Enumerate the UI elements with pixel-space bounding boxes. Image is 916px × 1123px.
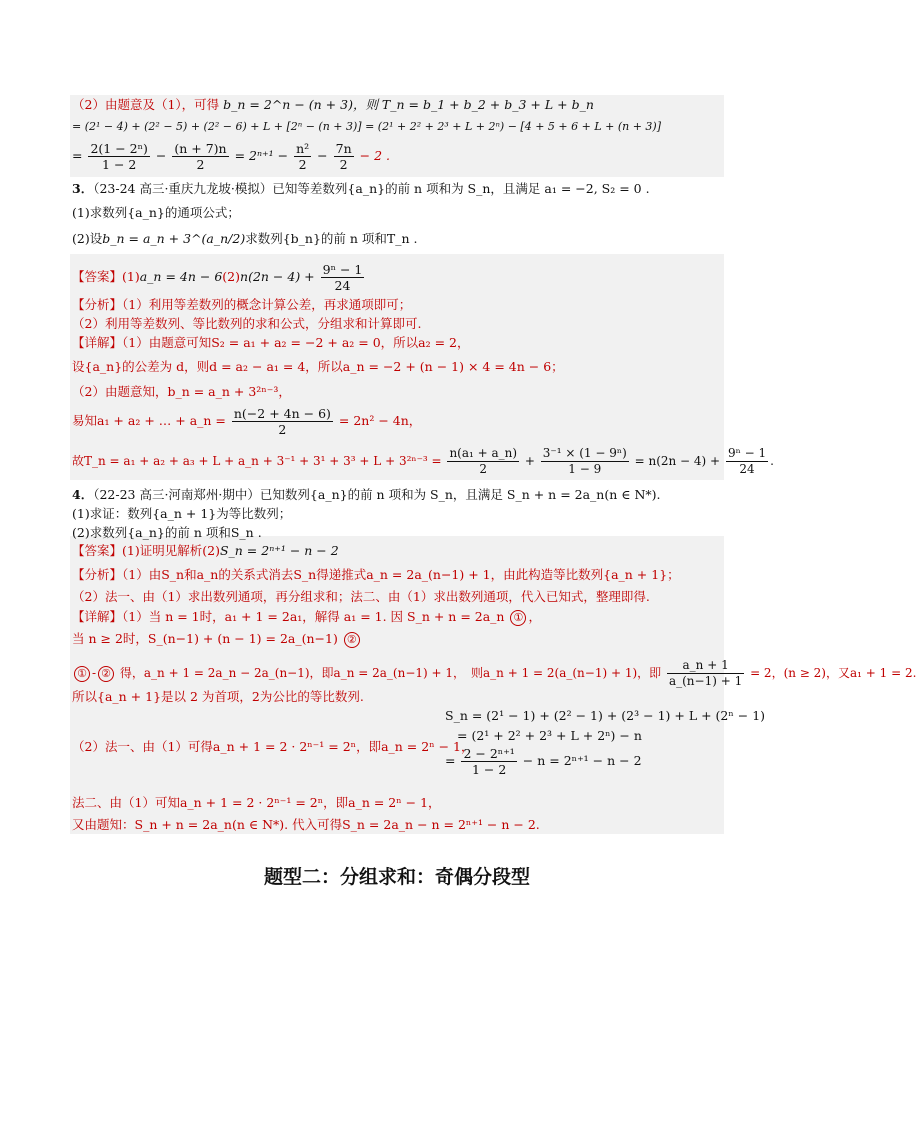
sum-line-3 — [445, 746, 765, 777]
detail-text-1: （1）当 n = 1时，a₁ + 1 = 2a₁，解得 a₁ = 1. 因 S_n + n = 2a_n — [122, 609, 505, 624]
q3-detail-4 — [72, 406, 421, 437]
frac-num: 7n — [335, 141, 352, 156]
section-heading: 题型二：分组求和：奇偶分段型 — [263, 866, 530, 888]
q3-analysis-2 — [72, 315, 421, 333]
q3-source: （23-24 高三·重庆九龙坡·模拟） — [93, 181, 273, 196]
frac-2 — [172, 141, 228, 172]
q3-analysis-1 — [72, 296, 411, 314]
detail-3-pre: 得，a_n + 1 = 2a_n − 2a_(n−1)，即a_n = 2a_(n−1) + 1， 则a_n + 1 = 2(a_(n−1) + 1)，即 — [119, 666, 662, 680]
eq-sign: = — [72, 148, 83, 163]
frac-den: 2 — [278, 422, 287, 437]
sol2-intro: （2）由题意及（1），可得 — [72, 97, 220, 112]
answer-tag: 【答案】 — [72, 269, 123, 284]
frac-num: 2 − 2ⁿ⁺¹ — [463, 746, 515, 761]
frac-num: n(a₁ + a_n) — [449, 446, 518, 460]
detail-tag: 【详解】 — [72, 335, 123, 350]
math-end: − 2 . — [359, 148, 390, 163]
q4-analysis-2 — [72, 588, 650, 606]
answer-math-1: a_n = 4n − 6 — [139, 269, 223, 284]
q4-detail-5 — [72, 738, 473, 756]
frac-1 — [88, 141, 149, 172]
circled-two: ② — [98, 666, 114, 682]
period: . — [770, 454, 774, 468]
q3-detail-3 — [72, 383, 291, 401]
detail-text-2: 当 n ≥ 2时，S_(n−1) + (n − 1) = 2a_(n−1) — [72, 631, 338, 646]
q4-sum-derivation — [445, 706, 765, 777]
q4-detail-6 — [72, 794, 441, 812]
q4-detail-7 — [72, 816, 540, 834]
analysis-text-1: （1）由S_n和a_n的关系式消去S_n得递推式a_n = 2a_(n−1) + 1，由此构造等比数列{a_n + 1}； — [122, 567, 680, 582]
q4-detail-4 — [72, 688, 364, 706]
q3-number: 3． — [72, 181, 94, 196]
q4-part-2-text: (2)求数列{a_n}的前 n 项和S_n . — [72, 525, 262, 540]
frac-num: (n + 7)n — [174, 141, 227, 156]
q3-stem — [72, 180, 650, 198]
frac-den: 2 — [298, 157, 307, 172]
answer-math-2: S_n = 2ⁿ⁺¹ − n − 2 — [219, 543, 339, 558]
math-mid: = 2ⁿ⁺¹ − — [234, 148, 289, 163]
q4-stem-text: 已知数列{a_n}的前 n 项和为 S_n，且满足 S_n + n = 2a_n(n ∈ N*). — [259, 487, 661, 502]
detail-text-2: 设{a_n}的公差为 d，则d = a₂ − a₁ = 4，所以a_n = −2 + (n − 1) × 4 = 4n − 6； — [72, 359, 564, 374]
detail-tag: 【详解】 — [72, 609, 123, 624]
q3-part-2-math: b_n = a_n + 3^(a_n/2) — [102, 231, 246, 246]
q4-source: （22-23 高三·河南郑州·期中） — [93, 487, 260, 502]
q3-detail-1 — [72, 334, 470, 352]
sum-line-2: = (2¹ + 2² + 2³ + L + 2ⁿ) − n — [457, 728, 642, 743]
detail-text-3: （2）由题意知，b_n = a_n + 3²ⁿ⁻³， — [72, 384, 291, 399]
frac-den: a_(n−1) + 1 — [668, 674, 743, 688]
q3-answer — [72, 262, 366, 293]
frac-den: 24 — [739, 462, 755, 476]
answer-frac — [321, 262, 365, 293]
sol2-line-2 — [72, 118, 661, 136]
detail-3-post: = 2，(n ≥ 2)，又a₁ + 1 = 2. — [750, 666, 916, 680]
frac-den: 2 — [196, 157, 205, 172]
q4-part-1 — [72, 505, 291, 523]
q4-part-1-text: (1)求证：数列{a_n + 1}为等比数列； — [72, 506, 292, 521]
answer-part-2: (2) — [222, 269, 241, 284]
q4-detail-3 — [72, 658, 916, 689]
q3-part-1 — [72, 204, 240, 222]
q4-stem — [72, 486, 661, 504]
frac-num: 3⁻¹ × (1 − 9ⁿ) — [542, 446, 627, 460]
q3-detail-2 — [72, 358, 564, 376]
detail-4-post: = 2n² − 4n， — [338, 413, 422, 428]
circled-one: ① — [510, 610, 526, 626]
q4-part-2 — [72, 524, 262, 542]
q3-part-2-post: 求数列{b_n}的前 n 项和T_n . — [245, 231, 418, 246]
frac-num: 2(1 − 2ⁿ) — [90, 141, 148, 156]
sol2-line-1 — [72, 96, 594, 114]
detail-text-6: 法二、由（1）可知a_n + 1 = 2 · 2ⁿ⁻¹ = 2ⁿ，即a_n = 2ⁿ − 1， — [72, 795, 441, 810]
sum-frac — [461, 746, 516, 777]
frac-den: 2 — [479, 462, 488, 476]
answer-part-2: (2) — [202, 543, 220, 558]
detail-5-frac-2 — [541, 446, 629, 477]
answer-part-1: (1) — [122, 269, 140, 284]
detail-text-5: （2）法一、由（1）可得a_n + 1 = 2 · 2ⁿ⁻¹ = 2ⁿ，即a_n = 2ⁿ − 1， — [72, 739, 474, 754]
answer-math-2: n(2n − 4) + — [240, 269, 315, 284]
detail-4-pre: 易知a₁ + a₂ + … + a_n = — [72, 413, 226, 428]
sum-line-3-post: − n = 2ⁿ⁺¹ − n − 2 — [522, 753, 642, 768]
frac-den: 1 − 2 — [102, 157, 137, 172]
q4-analysis-1 — [72, 566, 680, 584]
sol2-line-3 — [72, 141, 390, 172]
q3-detail-5 — [72, 446, 774, 477]
detail-text-4: 所以{a_n + 1}是以 2 为首项，2为公比的等比数列. — [72, 689, 364, 704]
frac-num: 9ⁿ − 1 — [727, 446, 767, 460]
frac-3 — [294, 141, 311, 172]
answer-part-1: (1)证明见解析 — [122, 543, 203, 558]
detail-4-frac — [232, 406, 333, 437]
detail-5-mid: = n(2n − 4) + — [634, 454, 721, 468]
detail-text-1: （1）由题意可知S₂ = a₁ + a₂ = −2 + a₂ = 0，所以a₂ = 2， — [122, 335, 470, 350]
answer-tag: 【答案】 — [72, 543, 123, 558]
frac-num: a_n + 1 — [667, 658, 744, 674]
circled-two: ② — [344, 632, 360, 648]
frac-den: 2 — [339, 157, 348, 172]
q4-detail-1 — [72, 608, 541, 626]
frac-num: n(−2 + 4n − 6) — [233, 406, 331, 421]
sol2-math-2: = (2¹ − 4) + (2² − 5) + (2² − 6) + L + [2ⁿ − (n + 3)] = (2¹ + 2² + 2³ + L + 2ⁿ) − [4 + 5 + 6 + L + (n + 3)] — [72, 120, 662, 133]
sum-line-1: S_n = (2¹ − 1) + (2² − 1) + (2³ − 1) + L + (2ⁿ − 1) — [445, 708, 766, 723]
analysis-text-2: （2）法一、由（1）求出数列通项，再分组求和；法二、由（1）求出数列通项，代入已知式，整理即得. — [72, 589, 650, 604]
detail-text-7: 又由题知：S_n + n = 2a_n(n ∈ N*). 代入可得S_n = 2a_n − n = 2ⁿ⁺¹ − n − 2. — [72, 817, 540, 832]
analysis-tag: 【分析】 — [72, 567, 123, 582]
q4-answer — [72, 542, 339, 560]
analysis-text-1: （1）利用等差数列的概念计算公差，再求通项即可； — [122, 297, 412, 312]
detail-5-frac-3 — [726, 446, 768, 477]
analysis-text-2: （2）利用等差数列、等比数列的求和公式，分组求和计算即可. — [72, 316, 422, 331]
detail-5-pre: 故T_n = a₁ + a₂ + a₃ + L + a_n + 3⁻¹ + 3¹ + 3³ + L + 3²ⁿ⁻³ = — [72, 454, 442, 468]
minus-sign: - — [92, 666, 97, 680]
q3-part-2 — [72, 230, 418, 248]
frac-den: 1 − 2 — [471, 762, 507, 777]
frac-den: 1 − 9 — [568, 462, 602, 476]
frac-4 — [334, 141, 354, 172]
plus-sign: + — [524, 454, 535, 468]
minus-sign: − — [155, 148, 167, 163]
q4-number: 4． — [72, 487, 94, 502]
frac-num: 9ⁿ − 1 — [322, 262, 363, 277]
detail-5-frac-1 — [447, 446, 519, 477]
circled-one: ① — [74, 666, 90, 682]
analysis-tag: 【分析】 — [72, 297, 123, 312]
frac-den: 24 — [334, 278, 351, 293]
sol2-math-1: b_n = 2^n − (n + 3)，则 T_n = b_1 + b_2 + b_3 + L + b_n — [223, 97, 594, 112]
frac-num: n² — [296, 141, 310, 156]
comma: ， — [528, 609, 541, 624]
q3-part-2-pre: (2)设 — [72, 231, 103, 246]
q3-part-1-text: (1)求数列{a_n}的通项公式； — [72, 205, 240, 220]
detail-3-frac — [667, 658, 744, 689]
q3-stem-text: 已知等差数列{a_n}的前 n 项和为 S_n，且满足 a₁ = −2, S₂ = 0 . — [272, 181, 650, 196]
q4-detail-2 — [72, 630, 362, 648]
eq-sign: = — [445, 753, 456, 768]
minus-sign: − — [317, 148, 328, 163]
